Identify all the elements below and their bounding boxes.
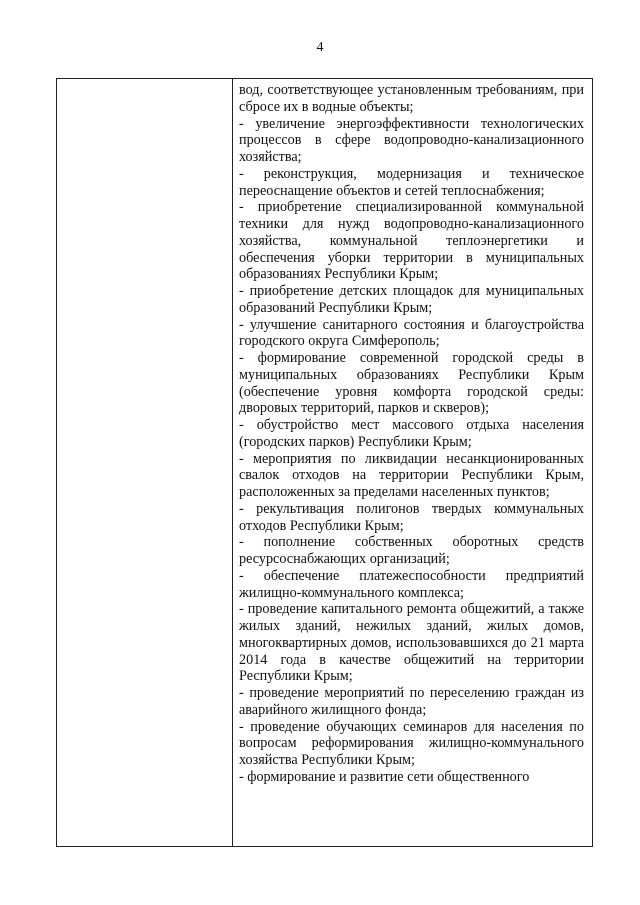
table-left-cell [57, 79, 233, 846]
list-item: - увеличение энергоэффективности технологических процессов в сфере водопроводно-канализационного хозяйства; [239, 115, 588, 165]
list-item: - обустройство мест массового отдыха населения (городских парков) Республики Крым; [239, 417, 588, 450]
list-item: - мероприятия по ликвидации несанкционированных свалок отходов на территории Республики Крым, расположенных за пределами населенных пунктов; [239, 450, 588, 500]
list-item: - проведение обучающих семинаров для населения по вопросам реформирования жилищно-коммунального хозяйства Республики Крым; [239, 718, 588, 768]
document-table [56, 78, 593, 847]
list-item: - проведение капитального ремонта общежитий, а также жилых зданий, нежилых зданий, жилых домов, многоквартирных домов, использовавшихся до 21 марта 2014 года в качестве общежитий на территории Республики Крым; [239, 601, 588, 685]
list-item: - рекультивация полигонов твердых коммунальных отходов Республики Крым; [239, 500, 588, 534]
list-item: - приобретение специализированной коммунальной техники для нужд водопроводно-канализационного хозяйства, коммунальной теплоэнергетики и обеспечения уборки территории в муниципальных образованиях Республики Крым; [239, 199, 588, 283]
page-number: 4 [316, 40, 324, 55]
list-item: - реконструкция, модернизация и техническое переоснащение объектов и сетей теплоснабжения; [239, 165, 588, 199]
list-item: - улучшение санитарного состояния и благоустройства городского округа Симферополь; [239, 316, 588, 350]
list-item: - проведение мероприятий по переселению граждан из аварийного жилищного фонда; [239, 685, 588, 718]
list-item: - формирование и развитие сети общественного [239, 768, 530, 785]
list-item: - обеспечение платежеспособности предприятий жилищно-коммунального комплекса; [239, 567, 588, 601]
list-item: - формирование современной городской среды в муниципальных образованиях Республики Крым (обеспечение уровня комфорта городской среды: дворовых территорий, парков и скверов); [239, 350, 588, 417]
list-item: вод, соответствующее установленным требованиям, при сбросе их в водные объекты; [239, 82, 588, 115]
list-item: - пополнение собственных оборотных средств ресурсоснабжающих организаций; [239, 534, 588, 567]
table-right-cell [233, 79, 592, 846]
list-item: - приобретение детских площадок для муниципальных образований Республики Крым; [239, 283, 588, 316]
